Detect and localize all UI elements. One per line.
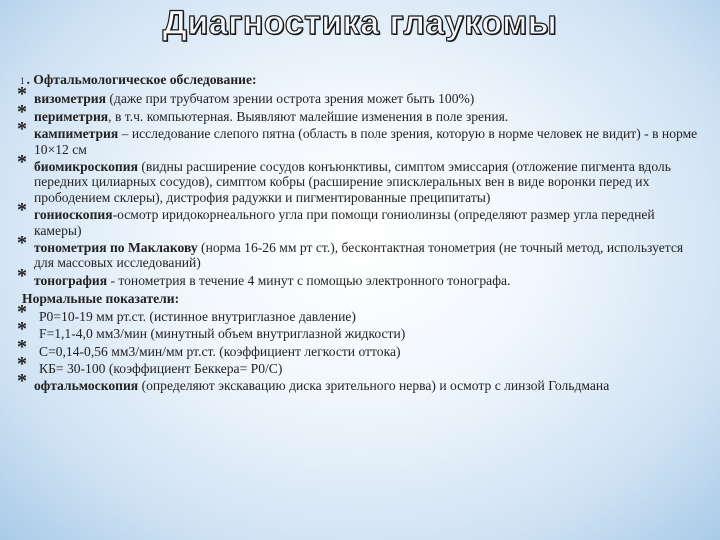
norms-heading: Нормальные показатели: <box>22 291 180 307</box>
list-item-gonioscopy <box>12 199 702 238</box>
item-text: - тонометрия в течение 4 минут с помощью электронного тонографа. <box>107 272 511 288</box>
section-number: 1 <box>20 76 25 86</box>
section-heading-text: . Офтальмологическое обследование: <box>26 72 257 87</box>
item-term: гониоскопия <box>34 207 113 223</box>
list-item-campimetry <box>12 118 702 157</box>
item-term: периметрия <box>34 108 109 124</box>
bullet-marker: * <box>17 232 27 255</box>
item-term: тонография <box>34 272 108 288</box>
norm-text: P0=10-19 мм рт.ст. (истинное внутриглазное давление) <box>39 308 356 324</box>
norm-text: КБ= 30-100 (коэффициент Беккера= P0/C) <box>39 360 283 376</box>
list-item-tonography <box>12 264 702 288</box>
bullet-marker: * <box>17 83 27 106</box>
section-heading <box>12 72 702 89</box>
list-item-ophthalmoscopy <box>12 370 702 394</box>
item-term: визометрия <box>34 91 106 107</box>
norm-text: C=0,14-0,56 мм3/мин/мм рт.ст. (коэффициент легкости оттока) <box>39 343 401 359</box>
item-text: (даже при трубчатом зрении острота зрения может быть 100%) <box>105 91 475 107</box>
item-term: офтальмоскопия <box>34 378 139 394</box>
slide-content <box>12 72 702 394</box>
item-text: (определяют экскавацию диска зрительного нерва) и осмотр с линзой Гольдмана <box>138 378 610 394</box>
list-item-perimetry <box>12 100 702 124</box>
item-text: (видны расширение сосудов конъюнктивы, симптом эмиссария (отложение пигмента вдоль передних цилиарных сосудов), симптом кобры (расширение эписклеральных вен в виде воронки перед их прободением склеры), дистрофия радужки и пигментированные преципитаты) <box>34 159 671 205</box>
bullet-marker: * <box>17 318 27 341</box>
list-item-biomicroscopy <box>12 151 702 205</box>
list-item-tonometry <box>12 232 702 271</box>
item-term: кампиметрия <box>34 126 119 142</box>
norm-text: F=1,1-4,0 мм3/мин (минутный объем внутриглазной жидкости) <box>39 326 406 342</box>
norm-item-kb <box>12 352 702 376</box>
item-text: -осмотр иридокорнеального угла при помощи гониолинзы (определяют размер угла передней камеры) <box>34 207 655 238</box>
bullet-marker: * <box>17 199 27 222</box>
bullet-marker: * <box>17 300 27 323</box>
item-term: тонометрия по Маклакову <box>34 240 198 256</box>
bullet-marker: * <box>17 100 27 123</box>
norm-item-c <box>12 335 702 359</box>
bullet-marker: * <box>17 335 27 358</box>
item-term: биомикроскопия <box>34 159 138 175</box>
bullet-marker: * <box>17 118 27 141</box>
norm-item-p0 <box>12 300 702 324</box>
list-item-vizometry <box>12 83 702 107</box>
item-text: , в т.ч. компьютерная. Выявляют малейшие изменения в поле зрения. <box>108 108 509 124</box>
norm-item-f <box>12 318 702 342</box>
bullet-marker: * <box>17 264 27 287</box>
bullet-marker: * <box>17 352 27 375</box>
bullet-marker: * <box>17 151 27 174</box>
bullet-marker: * <box>17 370 27 393</box>
item-text: (норма 16-26 мм рт ст.), бесконтактная тонометрия (не точный метод, используется для массовых исследований) <box>34 240 684 271</box>
item-text: – исследование слепого пятна (область в поле зрения, которую в норме человек не видит) - в норме 10×12 см <box>34 126 698 157</box>
slide-title: Диагностика глаукомы <box>162 4 558 42</box>
